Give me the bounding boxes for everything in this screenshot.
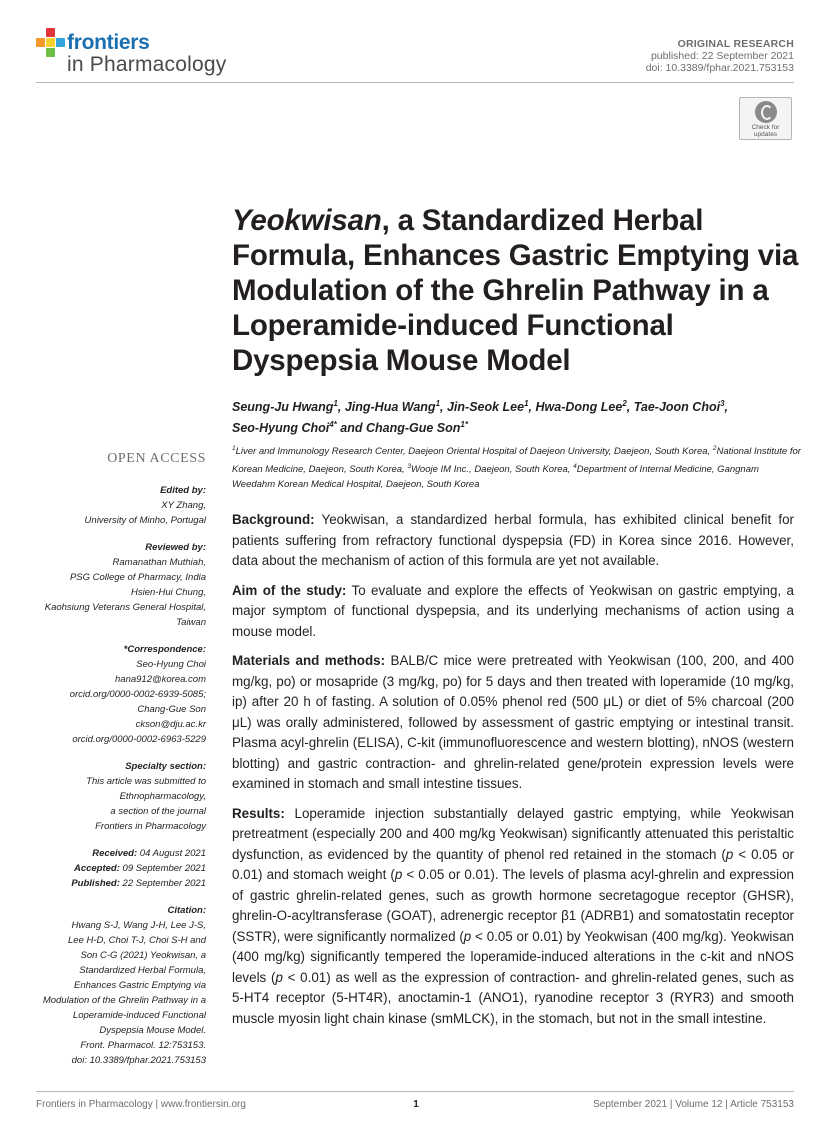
author-separator: and — [336, 421, 366, 436]
sidebar-heading: Edited by: — [160, 485, 206, 496]
citation-line: Standardized Herbal Formula, — [79, 965, 206, 976]
date-value: 22 September 2021 — [119, 878, 206, 889]
footer-divider — [36, 1091, 794, 1092]
author-name[interactable]: Jing-Hua Wang — [344, 400, 436, 415]
author-name[interactable]: Tae-Joon Choi — [633, 400, 721, 415]
footer-journal[interactable]: Frontiers in Pharmacology | www.frontiersin.org — [36, 1099, 246, 1110]
author-affil-mark: 1* — [460, 420, 468, 430]
affiliation-text: Liver and Immunology Research Center, Daejeon Oriental Hospital of Daejeon University, Daejeon, South Korea, — [235, 446, 713, 458]
frontiers-logo-icon — [36, 28, 66, 58]
abstract-section: Materials and methods: BALB/C mice were pretreated with Yeokwisan (100, 200, and 400 mg/kg, po) or mosapride (3 mg/kg, po) for 5 days and then treated with loperamide (10 mg/kg, ip) after 20 h of fasting. A solution of 0.05% phenol red (500 μL) or diet of 5% charcoal (200 μL) was orally administered, followed by assessment of gastric emptying or intestinal transit. Plasma acyl-ghrelin (ELISA), C-kit (immunofluorescence and western blotting), nNOS (western blotting) and gastric contraction- and ghrelin-related gene/protein expression levels were examined in stomach and small intestine tissues. — [232, 653, 794, 791]
citation-doi[interactable]: doi: 10.3389/fphar.2021.753153 — [71, 1055, 206, 1066]
abstract-heading: Background: — [232, 512, 315, 527]
check-for-updates-badge[interactable] — [739, 97, 792, 140]
title-italic: Yeokwisan — [232, 204, 382, 237]
affiliation-text: Department of Internal Medicine, Gangnam Weedahm Korean Medical Hospital, Daejeon, South Korea — [232, 464, 759, 491]
abstract-heading: Results: — [232, 805, 285, 821]
footer-volume: September 2021 | Volume 12 | Article 753153 — [593, 1099, 794, 1110]
sidebar-date-row — [16, 846, 206, 861]
open-access-label: OPEN ACCESS — [107, 451, 206, 466]
sidebar-heading: Specialty section: — [125, 761, 206, 772]
sidebar-date-row — [16, 861, 206, 876]
author-affil-mark: 3 — [720, 399, 725, 408]
citation-line: Son C-G (2021) Yeokwisan, a — [80, 950, 206, 961]
journal-logo[interactable] — [36, 28, 236, 78]
sidebar-block — [16, 642, 206, 747]
affiliation-mark: 1 — [232, 445, 236, 452]
date-label: Accepted: — [73, 863, 120, 874]
sidebar-blocks — [16, 483, 206, 834]
sidebar-line: Taiwan — [176, 617, 206, 628]
sidebar-line: Ethnopharmacology, — [119, 791, 206, 802]
date-value: 04 August 2021 — [137, 848, 206, 859]
author-separator: , — [528, 400, 536, 415]
sidebar-block — [16, 540, 206, 630]
affiliation-mark: 4 — [573, 463, 577, 471]
author-affil-mark: 1 — [435, 399, 441, 408]
author-name[interactable]: Chang-Gue Son — [365, 421, 461, 436]
date-label: Received: — [92, 848, 138, 859]
sidebar-line: PSG College of Pharmacy, India — [69, 572, 206, 583]
sidebar-line: This article was submitted to — [86, 776, 206, 787]
author-affil-mark: 1 — [524, 399, 529, 408]
citation-line: Dyspepsia Mouse Model. — [99, 1025, 206, 1036]
citation-line: Modulation of the Ghrelin Pathway in a — [42, 995, 206, 1006]
abstract-section: Results: Loperamide injection substantially delayed gastric emptying, while Yeokwisan pretreatment (especially 200 and 400 mg/kg Yeokwisan) significantly attenuated this peristaltic dysfunction, as evidenced by the quantity of phenol red retained in the stomach (p < 0.05 or 0.01) and stomach weight (p < 0.05 or 0.01). The levels of plasma acyl-ghrelin and expression of gastric ghrelin-related genes, such as growth hormone secretagogue receptor (GHSR), ghrelin-O-acyltransferase (GOAT), adrenergic receptor β1 (ADRB1) and somatostatin receptor (SSTR), were significantly normalized (p < 0.05 or 0.01) by Yeokwisan (400 mg/kg). Yeokwisan (400 mg/kg) significantly tempered the loperamide-induced alterations in the c-kit and nNOS levels (p < 0.01) as well as the expression of contraction- and ghrelin-related genes, such as 5-HT4 receptor (5-HT4R), anoctamin-1 (ANO1), ryanodine receptor 3 (RYR3) and smooth muscle myosin light chain kinase (smMLCK), in the stomach, but not in the small intestine. — [232, 805, 795, 1026]
check-for-updates-icon — [755, 101, 777, 123]
author-affil-mark: 1 — [333, 399, 338, 408]
sidebar-link[interactable]: orcid.org/0000-0002-6939-5085; — [69, 689, 206, 700]
date-value: 09 September 2021 — [119, 863, 206, 874]
author-separator: , — [337, 400, 345, 415]
sidebar-dates — [16, 846, 206, 891]
citation-line: Front. Pharmacol. 12:753153. — [80, 1040, 206, 1051]
abstract-heading: Materials and methods: — [232, 653, 386, 668]
article-doi[interactable]: doi: 10.3389/fphar.2021.753153 — [645, 62, 794, 74]
citation-line: Enhances Gastric Emptying via — [73, 980, 206, 991]
date-label: Published: — [71, 878, 120, 889]
citation-line: Lee H-D, Choi T-J, Choi S-H and — [68, 935, 206, 946]
article-type: ORIGINAL RESEARCH — [677, 38, 794, 50]
check-for-updates-label: Check for updates — [751, 124, 780, 138]
author-name[interactable]: Seo-Hyung Choi — [232, 421, 330, 436]
sidebar — [16, 450, 206, 1080]
sidebar-heading: *Correspondence: — [123, 644, 206, 655]
logo-word-journal: in Pharmacology — [67, 53, 227, 76]
author-affil-mark: 2 — [622, 399, 627, 408]
citation-heading: Citation: — [167, 905, 206, 916]
sidebar-block — [16, 759, 206, 834]
affiliation-text: Wooje IM Inc., Daejeon, South Korea, — [410, 464, 574, 476]
author-separator: , — [440, 400, 447, 415]
sidebar-line: Hsien-Hui Chung, — [131, 587, 206, 598]
sidebar-citation — [16, 903, 206, 1068]
sidebar-line: Ramanathan Muthiah, — [112, 557, 206, 568]
published-date: published: 22 September 2021 — [650, 50, 794, 62]
sidebar-line: Frontiers in Pharmacology — [95, 821, 206, 832]
sidebar-line: Chang-Gue Son — [137, 704, 206, 715]
page-number: 1 — [413, 1099, 419, 1110]
author-name[interactable]: Jin-Seok Lee — [446, 400, 525, 415]
sidebar-heading: Reviewed by: — [145, 542, 206, 553]
sidebar-link[interactable]: hana912@korea.com — [115, 674, 206, 685]
affiliation-mark: 2 — [712, 445, 717, 452]
sidebar-line: Seo-Hyung Choi — [136, 659, 206, 670]
article-title — [232, 203, 802, 378]
logo-word-frontiers: frontiers — [67, 31, 150, 54]
author-list — [232, 395, 802, 437]
affiliation-mark: 3 — [407, 463, 411, 471]
header-divider — [36, 82, 794, 83]
affiliations — [232, 441, 802, 492]
sidebar-block — [16, 483, 206, 528]
sidebar-line: a section of the journal — [110, 806, 206, 817]
abstract-section: Background: Yeokwisan, a standardized herbal formula, has exhibited clinical benefit for patients suffering from refractory functional dyspepsia (FD) in Korea since 2016. However, data about the mechanism of action of this formula are yet not available. — [232, 512, 794, 568]
affiliation-text: National Institute for Korean Medicine, Daejeon, South Korea, — [232, 446, 801, 476]
sidebar-link[interactable]: orcid.org/0000-0002-6963-5229 — [72, 734, 206, 745]
sidebar-line: Kaohsiung Veterans General Hospital, — [44, 602, 206, 613]
sidebar-date-row — [16, 876, 206, 891]
title-rest: , a Standardized Herbal Formula, Enhances Gastric Emptying via Modulation of the Ghrelin Pathway in a Loperamide-induced Functional Dyspepsia Mouse Model — [232, 204, 799, 377]
sidebar-line: University of Minho, Portugal — [84, 515, 206, 526]
author-name[interactable]: Hwa-Dong Lee — [535, 400, 623, 415]
citation-line: Loperamide-induced Functional — [72, 1010, 206, 1021]
article-meta — [646, 38, 794, 74]
citation-line: Hwang S-J, Wang J-H, Lee J-S, — [71, 920, 206, 931]
abstract — [232, 510, 794, 1038]
abstract-heading: Aim of the study: — [232, 582, 347, 598]
author-affil-mark: 4* — [329, 420, 337, 430]
author-separator: , — [626, 400, 634, 415]
author-separator: , — [724, 400, 728, 415]
author-name[interactable]: Seung-Ju Hwang — [232, 400, 334, 415]
abstract-section: Aim of the study: To evaluate and explore the effects of Yeokwisan on gastric emptying, a major symptom of functional dyspepsia, and its underlying mechanisms of action using a mouse model. — [232, 582, 794, 639]
sidebar-line: XY Zhang, — [161, 500, 206, 511]
sidebar-link[interactable]: ckson@dju.ac.kr — [135, 719, 206, 730]
